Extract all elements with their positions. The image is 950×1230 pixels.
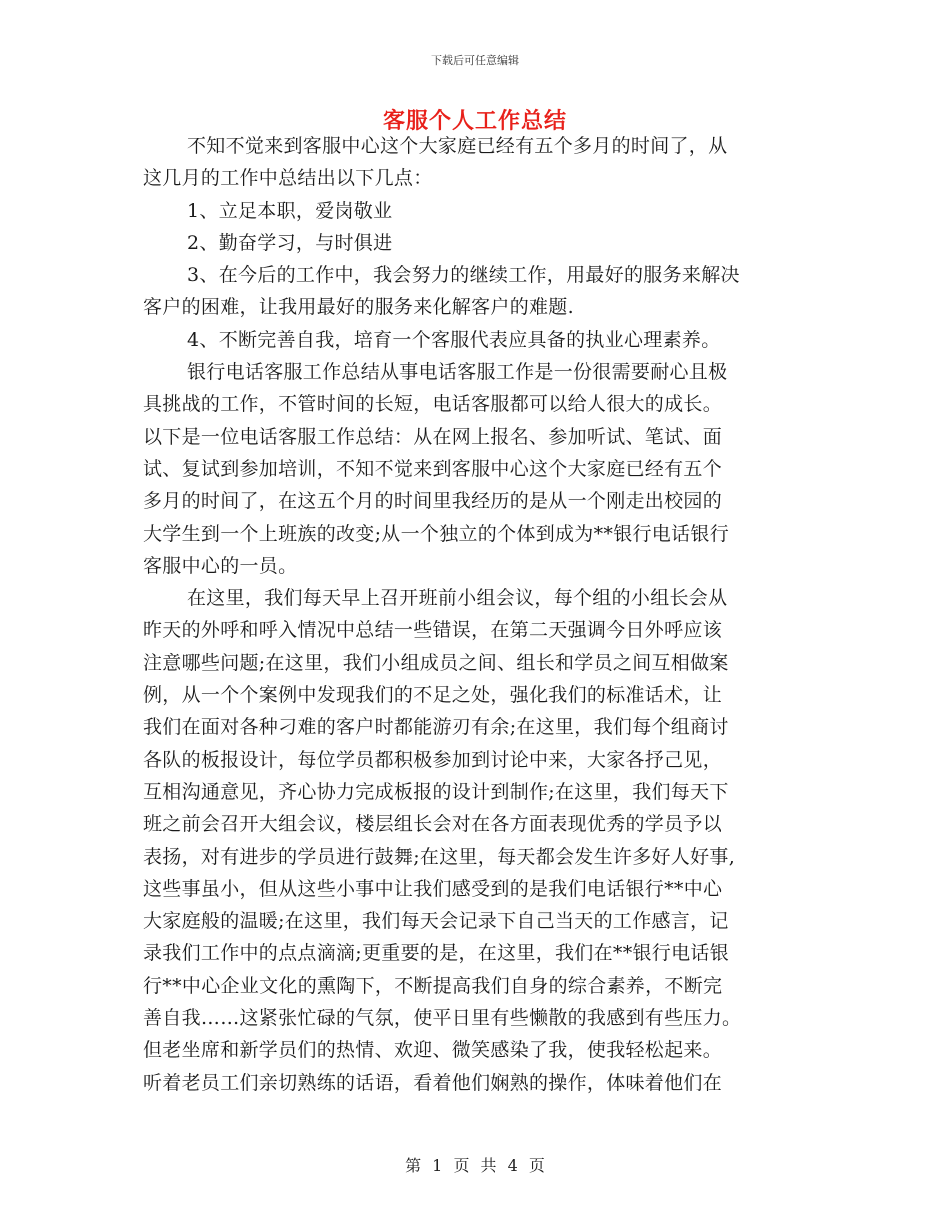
text-line: 具挑战的工作，不管时间的长短，电话客服都可以给人很大的成长。 (143, 393, 723, 416)
text-line: 互相沟通意见，齐心协力完成板报的设计到制作;在这里，我们每天下 (143, 780, 729, 803)
text-line: 以下是一位电话客服工作总结：从在网上报名、参加听试、笔试、面 (143, 425, 723, 448)
text-line: 善自我……这紧张忙碌的气氛，使平日里有些懒散的我感到有些压力。 (143, 1007, 742, 1030)
text-line: 行**中心企业文化的熏陶下，不断提高我们自身的综合素养，不断完 (143, 974, 723, 997)
document-body (143, 130, 811, 1099)
document-title: 客服个人工作总结 (382, 108, 567, 134)
text-line: 在这里，我们每天早上召开班前小组会议，每个组的小组长会从 (187, 587, 728, 610)
text-line: 多月的时间了，在这五个月的时间里我经历的是从一个刚走出校园的 (143, 490, 723, 513)
text-line: 试、复试到参加培训，不知不觉来到客服中心这个大家庭已经有五个 (143, 457, 723, 480)
text-line: 各队的板报设计，每位学员都积极参加到讨论中来，大家各抒己见， (143, 748, 723, 771)
text-line: 听着老员工们亲切熟练的话语，看着他们娴熟的操作，体味着他们在 (143, 1071, 723, 1094)
text-line: 这几月的工作中总结出以下几点： (143, 167, 433, 190)
text-line: 但老坐席和新学员们的热情、欢迎、微笑感染了我，使我轻松起来。 (143, 1039, 723, 1062)
text-line: 银行电话客服工作总结从事电话客服工作是一份很需要耐心且极 (187, 361, 728, 384)
text-line: 1、立足本职，爱岗敬业 (187, 199, 393, 222)
text-line: 录我们工作中的点点滴滴;更重要的是，在这里，我们在**银行电话银 (143, 942, 730, 965)
text-line: 2、勤奋学习，与时俱进 (187, 231, 393, 254)
text-line: 昨天的外呼和呼入情况中总结一些错误，在第二天强调今日外呼应该 (143, 619, 723, 642)
page-footer: 第 1 页 共 4 页 (405, 1156, 545, 1175)
text-line: 我们在面对各种刁难的客户时都能游刃有余;在这里，我们每个组商讨 (143, 716, 729, 739)
text-line: 班之前会召开大组会议，楼层组长会对在各方面表现优秀的学员予以 (143, 813, 723, 836)
text-line: 例，从一个个案例中发现我们的不足之处，强化我们的标准话术，让 (143, 684, 723, 707)
text-line: 不知不觉来到客服中心这个大家庭已经有五个多月的时间了，从 (187, 135, 728, 157)
text-line: 表扬，对有进步的学员进行鼓舞;在这里，每天都会发生许多好人好事, (143, 845, 736, 868)
text-line: 3、在今后的工作中，我会努力的继续工作，用最好的服务来解决 (187, 264, 740, 287)
text-line: 注意哪些问题;在这里，我们小组成员之间、组长和学员之间互相做案 (143, 651, 729, 674)
text-line: 4、不断完善自我，培育一个客服代表应具备的执业心理素养。 (187, 328, 721, 351)
text-line: 大学生到一个上班族的改变;从一个独立的个体到成为**银行电话银行 (143, 522, 730, 545)
text-line: 客户的困难，让我用最好的服务来化解客户的难题. (143, 296, 574, 319)
text-line: 这些事虽小，但从这些小事中让我们感受到的是我们电话银行**中心 (143, 877, 723, 900)
page-header: 下载后可任意编辑 (431, 54, 519, 67)
text-line: 大家庭般的温暖;在这里，我们每天会记录下自己当天的工作感言，记 (143, 910, 729, 933)
text-line: 客服中心的一员。 (143, 554, 298, 577)
